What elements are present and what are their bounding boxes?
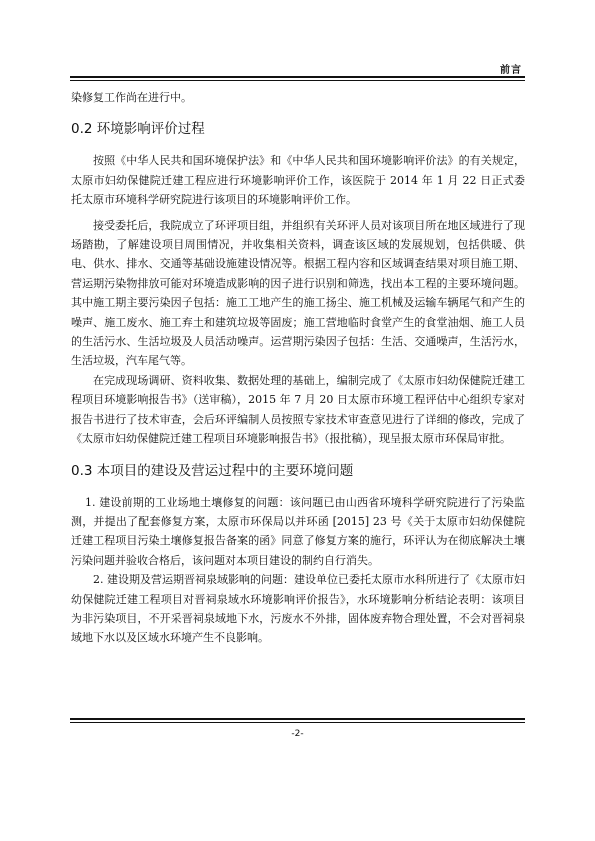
section-heading-0-2: 0.2 环境影响评价过程 (71, 121, 205, 138)
page-body (71, 88, 525, 648)
paragraph-legal-basis: 按照《中华人民共和国环境保护法》和《中华人民共和国环境影响评价法》的有关规定，太原市妇幼保健院迁建工程应进行环境影响评价工作，该医院于 2014 年 1 月 22 日正式委托太原市环境科学研究院进行该项目的环境影响评价工作。 (71, 154, 525, 207)
header-rule-thin (70, 80, 525, 81)
footer-rule-thick (70, 718, 525, 720)
paragraph-jinci-spring: 2. 建设期及营运期晋祠泉域影响的问题：建设单位已委托太原市水科所进行了《太原市妇幼保健院迁建工程项目对晋祠泉域水环境影响评价报告》，水环境影响分析结论表明：该项目为非污染项目，不开采晋祠泉域地下水，污废水不外排，固体废弃物合理处置，不会对晋祠泉域地下水以及区域水环境产生不良影响。 (71, 573, 525, 645)
running-header-title: 前言 (500, 65, 522, 76)
paragraph-survey: 接受委托后，我院成立了环评项目组，并组织有关环评人员对该项目所在地区域进行了现场踏勘，了解建设项目周围情况，并收集相关资料，调查该区域的发展规划，包括供暖、供电、供水、排水、交通等基础设施建设情况等。根据工程内容和区域调查结果对项目施工期、营运期污染物排放可能对环境造成影响的因子进行识别和筛选，找出本工程的主要环境问题。其中施工期主要污染因子包括：施工工地产生的施工扬尘、施工机械及运输车辆尾气和产生的噪声、施工废水、施工弃土和建筑垃圾等固废；施工营地临时食堂产生的食堂油烟、施工人员的生活污水、生活垃圾及人员活动噪声。运营期污染因子包括：生活、交通噪声，生活污水，生活垃圾，汽车尾气等。 (71, 218, 525, 368)
footer-rule-thin (70, 722, 525, 723)
paragraph-soil-remediation: 1. 建设前期的工业场地土壤修复的问题：该问题已由山西省环境科学研究院进行了污染监测，并提出了配套修复方案，太原市环保局以并环函 [2015] 23 号《关于太原市妇幼保健院迁建工程项目污染土壤修复报告备案的函》同意了修复方案的施行，环评认为在彻底解决土壤污染问题并验收合格后，该问题对本项目建设的制约自行消失。 (71, 495, 525, 567)
paragraph-continuation: 染修复工作尚在进行中。 (71, 91, 192, 104)
paragraph-report-compilation: 在完成现场调研、资料收集、数据处理的基础上，编制完成了《太原市妇幼保健院迁建工程项目环境影响报告书》（送审稿），2015 年 7 月 20 日太原市环境工程评估中心组织专家对报告书进行了技术审查，会后环评编制人员按照专家技术审查意见进行了详细的修改，完成了《太原市妇幼保健院迁建工程项目环境影响报告书》（报批稿），现呈报太原市环保局审批。 (71, 373, 525, 446)
section-heading-0-3: 0.3 本项目的建设及营运过程中的主要环境问题 (71, 462, 354, 479)
header-rule-thick (70, 76, 525, 78)
page-number: -2- (291, 729, 304, 739)
